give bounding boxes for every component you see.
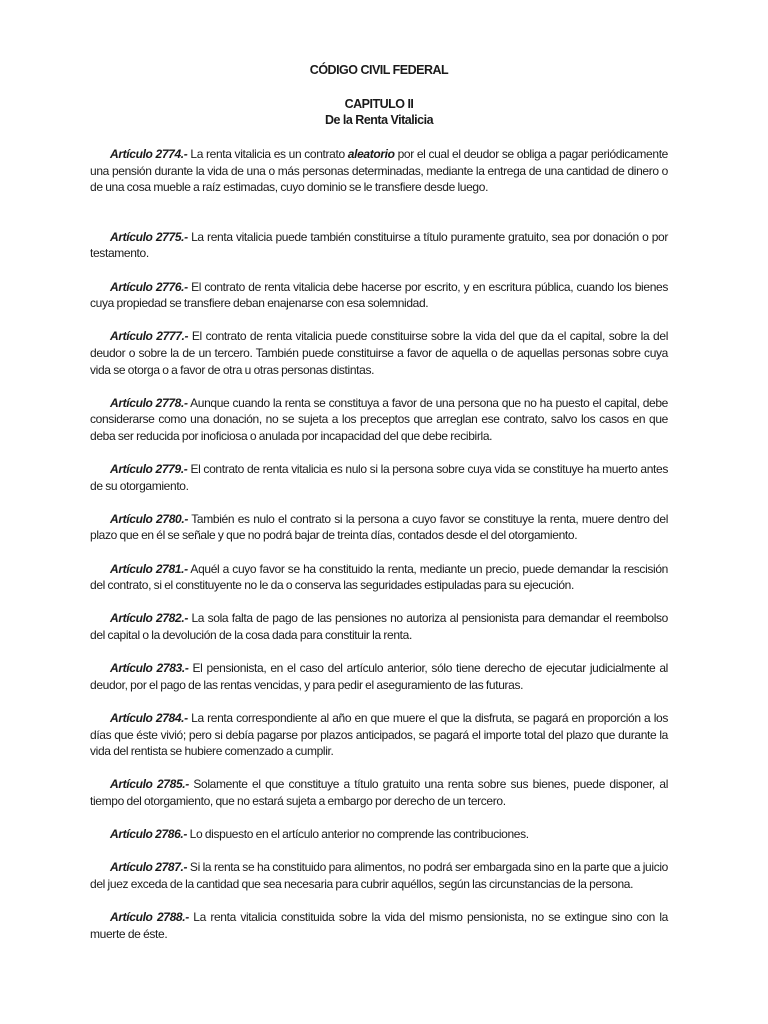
article-number: Artículo 2783.- — [110, 661, 189, 676]
article-2779 — [90, 461, 668, 494]
article-2784 — [90, 710, 668, 760]
article-number: Artículo 2778.- — [110, 395, 188, 410]
article-text: por el cual el deudor se obliga a pagar periódicamente una pensión durante la vida de una o más personas determinadas, mediante la entrega de una cantidad de dinero o de una cosa mueble a raíz estimadas, cuyo dominio se le transfiere desde luego. — [90, 147, 668, 195]
article-number: Artículo 2786.- — [110, 827, 188, 842]
document-page — [90, 62, 668, 959]
article-number: Artículo 2780.- — [110, 511, 188, 526]
article-2775 — [90, 229, 668, 262]
article-text: También es nulo el contrato si la persona a cuyo favor se constituye la renta, muere dentro del plazo que en él se señale y que no podrá bajar de treinta días, contados desde el del otorgamiento. — [90, 511, 669, 543]
article-number: Artículo 2779.- — [110, 462, 188, 477]
chapter-heading — [90, 96, 668, 128]
article-text: La renta vitalicia es un contrato — [187, 147, 348, 161]
article-emphasis: aleatorio — [347, 147, 395, 161]
article-2777 — [90, 328, 668, 378]
article-text: El contrato de renta vitalicia es nulo si la persona sobre cuya vida se constituye ha muerto antes de su otorgamiento. — [90, 462, 669, 493]
article-text: El contrato de renta vitalicia debe hacerse por escrito, y en escritura pública, cuando los bienes cuya propiedad se transfiere deban enajenarse con esa solemnidad. — [90, 279, 668, 311]
article-text: El contrato de renta vitalicia puede constituirse sobre la vida del que da el capital, sobre la del deudor o sobre la de un tercero. También puede constituirse a favor de aquella o de aquellas personas sobre cuya vida se otorga o a favor de otra u otras personas distintas. — [90, 329, 669, 377]
article-text: Lo dispuesto en el artículo anterior no comprende las contribuciones. — [187, 827, 529, 842]
article-text: Si la renta se ha constituido para alimentos, no podrá ser embargada sino en la parte que a juicio del juez exceda de la cantidad que sea necesaria para cubrir aquéllos, según las circunstancias de la persona. — [90, 860, 668, 891]
article-text: Solamente el que constituye a título gratuito una renta sobre sus bienes, puede disponer, al tiempo del otorgamiento, que no estará sujeta a embargo por derecho de un tercero. — [90, 777, 669, 808]
article-2785 — [90, 776, 668, 809]
article-text: El pensionista, en el caso del artículo anterior, sólo tiene derecho de ejecutar judicialmente al deudor, por el pago de las rentas vencidas, y para pedir el aseguramiento de las futuras. — [90, 661, 669, 692]
article-text: La renta vitalicia puede también constituirse a título puramente gratuito, sea por donación o por testamento. — [90, 229, 669, 261]
article-number: Artículo 2788.- — [110, 910, 189, 925]
article-2776 — [90, 279, 668, 312]
article-text: La renta correspondiente al año en que muere el que la disfruta, se pagará en proporción a los días que éste vivió; pero si debía pagarse por plazos anticipados, se pagará el importe total del plazo que durante la vida del rentista se hubiere comenzado a cumplir. — [90, 711, 668, 759]
article-number: Artículo 2787.- — [110, 860, 188, 875]
article-2780 — [90, 511, 668, 544]
article-2782 — [90, 610, 668, 643]
article-text: La renta vitalicia constituida sobre la vida del mismo pensionista, no se extingue sino con la muerte de éste. — [90, 910, 668, 941]
article-number: Artículo 2775.- — [110, 229, 188, 244]
article-number: Artículo 2776.- — [110, 279, 188, 294]
article-number: Artículo 2774.- — [110, 147, 188, 161]
article-text: La sola falta de pago de las pensiones no autoriza al pensionista para demandar el reembolso del capital o la devolución de la cosa dada para constituir la renta. — [90, 611, 669, 643]
article-number: Artículo 2785.- — [110, 777, 189, 792]
article-text: Aunque cuando la renta se constituya a favor de una persona que no ha puesto el capital, debe considerarse como una donación, no se sujeta a los preceptos que arreglan ese contrato, salvo los casos en que deba ser reducida por inoficiosa o anulada por incapacidad del que debe recibirla. — [90, 395, 668, 443]
article-2787 — [90, 859, 668, 892]
article-2774 — [90, 146, 668, 196]
article-number: Artículo 2782.- — [110, 611, 188, 626]
article-text: Aquél a cuyo favor se ha constituido la renta, mediante un precio, puede demandar la rescisión del contrato, si el constituyente no le da o conserva las seguridades estipuladas para su ejecución. — [90, 561, 669, 593]
article-number: Artículo 2777.- — [110, 329, 189, 344]
chapter-subtitle: De la Renta Vitalicia — [324, 113, 434, 127]
article-2786 — [90, 826, 668, 843]
article-2788 — [90, 909, 668, 942]
article-2778 — [90, 395, 668, 445]
article-number: Artículo 2784.- — [110, 711, 188, 725]
chapter-number: CAPITULO II — [344, 97, 414, 111]
article-2781 — [90, 561, 668, 594]
document-title: CÓDIGO CIVIL FEDERAL — [309, 63, 449, 77]
article-number: Artículo 2781.- — [110, 561, 188, 576]
article-2783 — [90, 660, 668, 693]
